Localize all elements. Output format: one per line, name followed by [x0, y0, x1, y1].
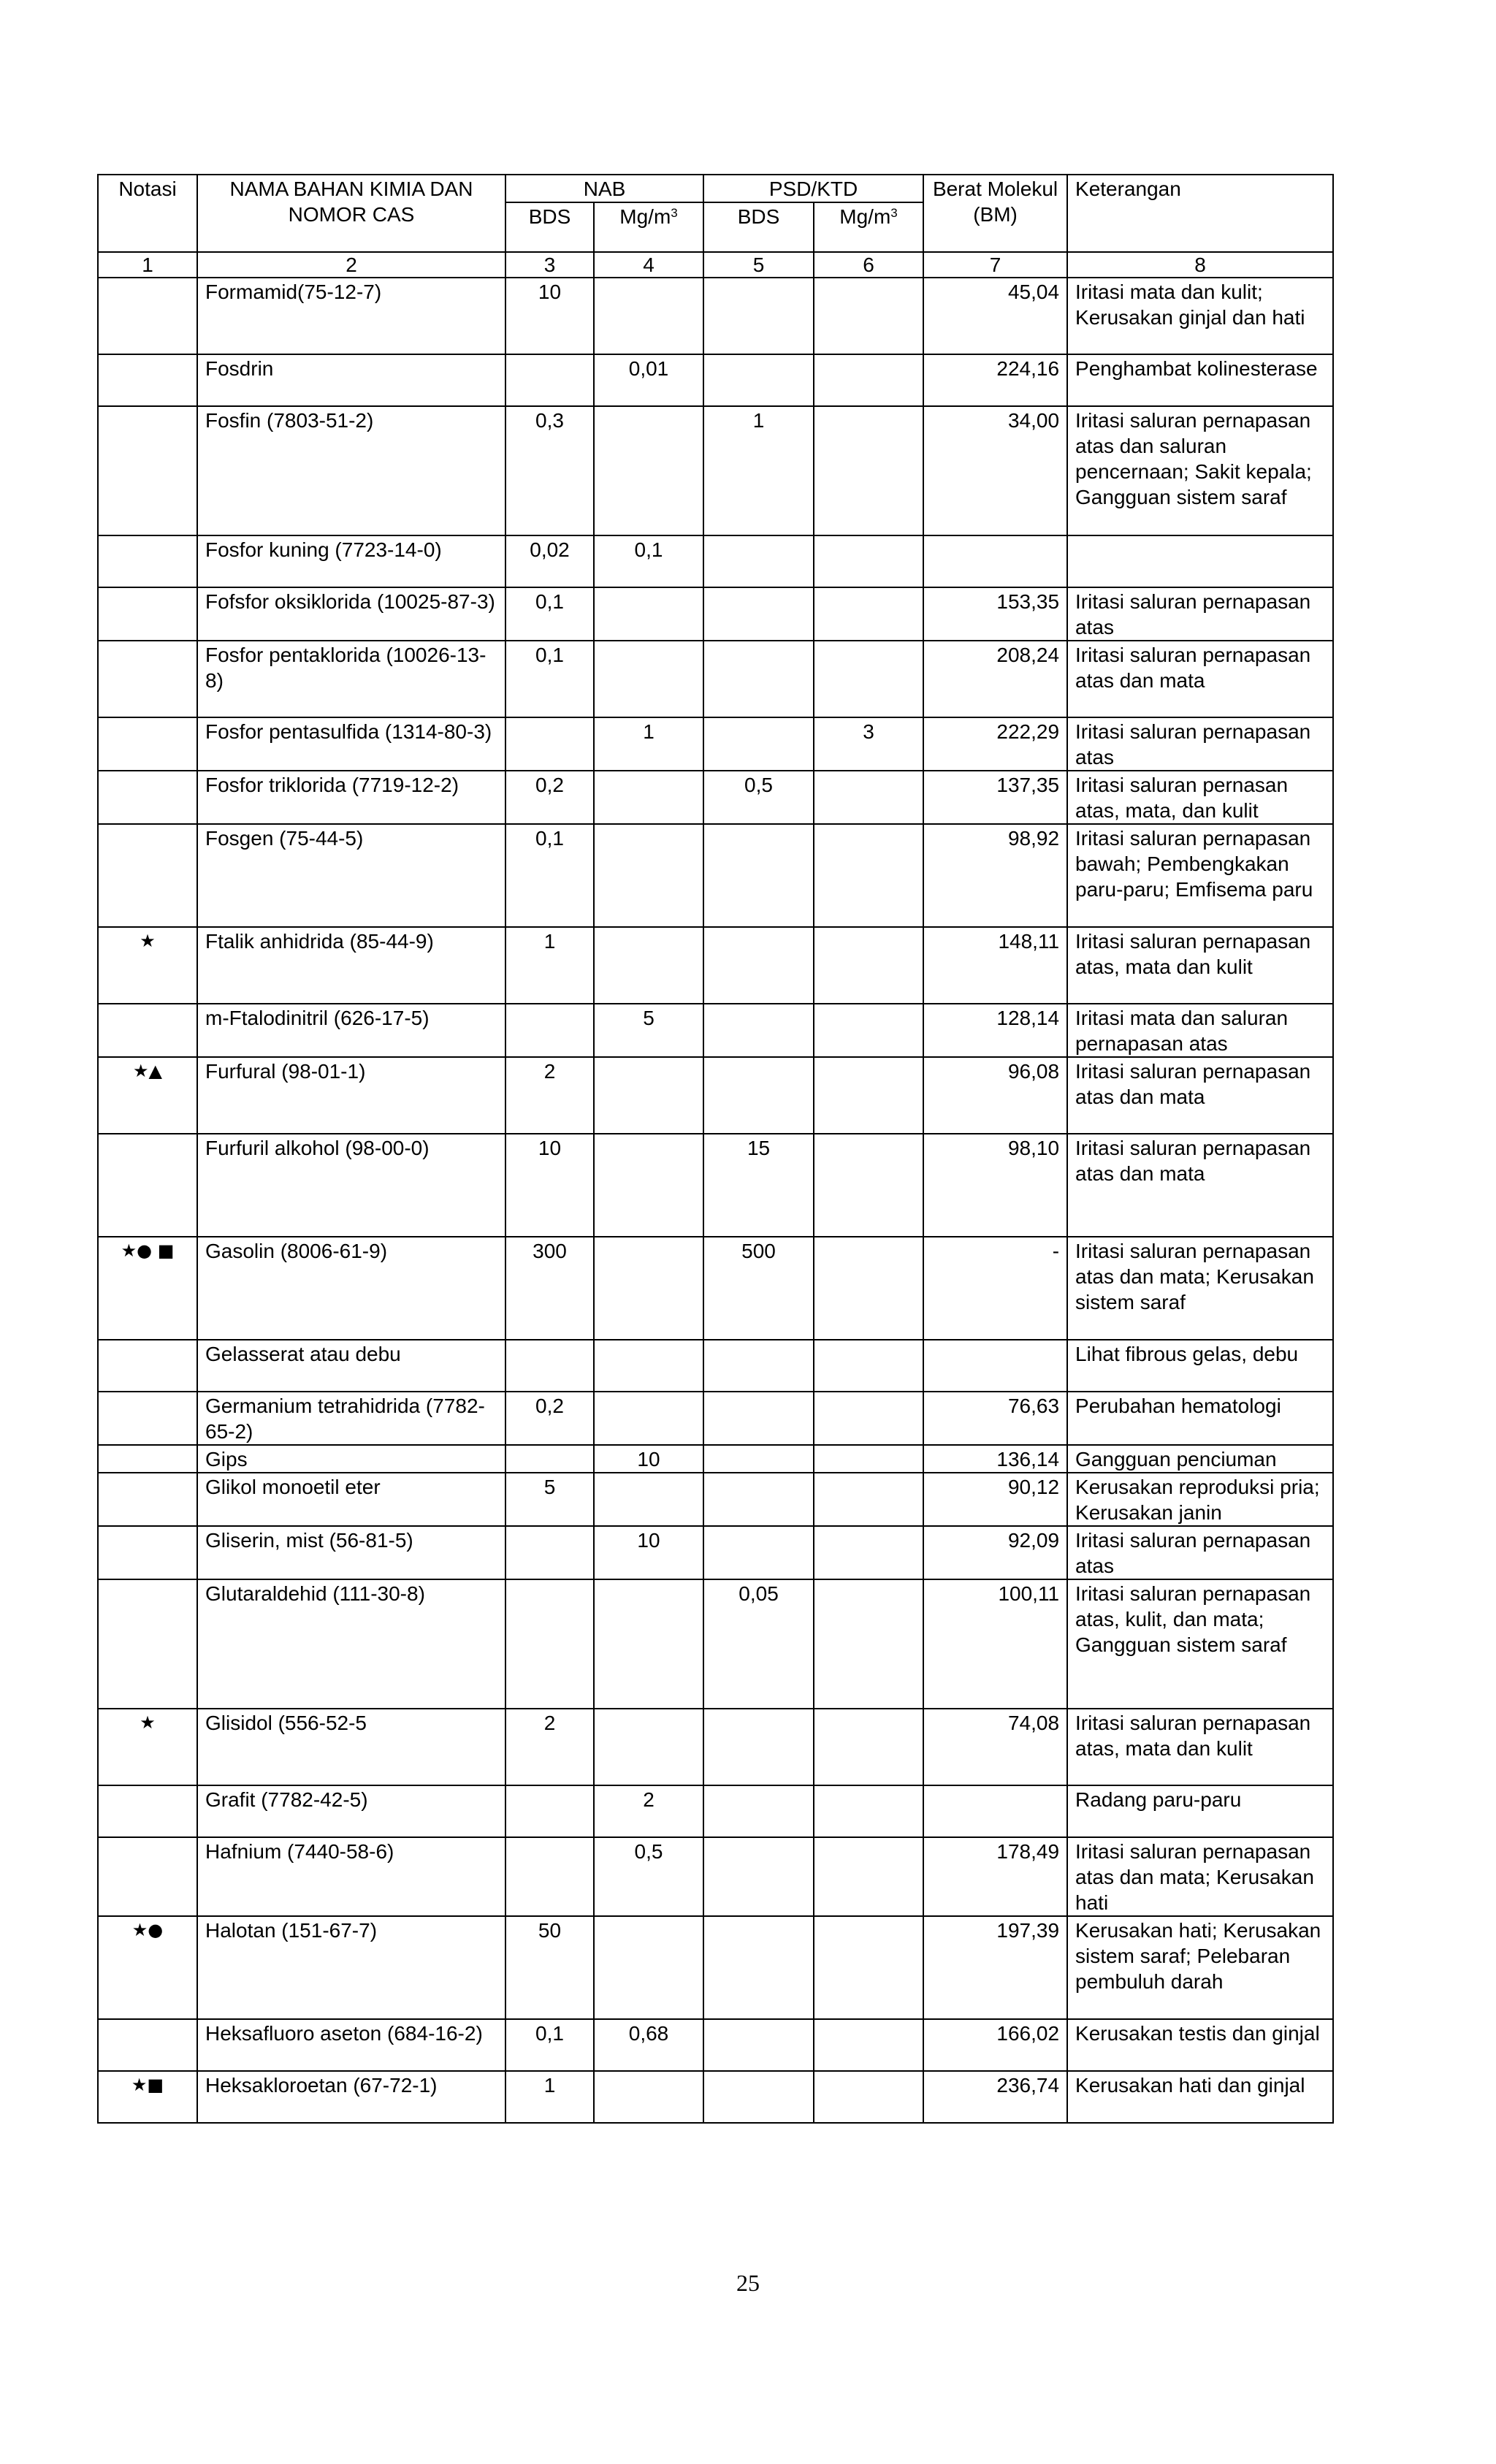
cell-berat-molekul: 148,11: [923, 927, 1067, 1004]
cell-psd-bds: [703, 927, 814, 1004]
cell-nama-bahan: Grafit (7782-42-5): [197, 1785, 505, 1837]
cell-psd-bds: [703, 1445, 814, 1473]
unit-mgm: Mg/m: [619, 205, 671, 228]
table-row: [98, 1837, 1333, 1916]
cell-nab-bds: 0,1: [505, 824, 594, 927]
cell-nama-bahan: Gips: [197, 1445, 505, 1473]
cell-psd-bds: [703, 2019, 814, 2071]
cell-psd-mgm: [814, 1057, 923, 1134]
table-row: [98, 1916, 1333, 2019]
cell-berat-molekul: 166,02: [923, 2019, 1067, 2071]
table-row: [98, 1134, 1333, 1237]
cell-psd-bds: [703, 1709, 814, 1785]
cell-nab-bds: [505, 1340, 594, 1392]
cell-berat-molekul: 98,10: [923, 1134, 1067, 1237]
cell-psd-bds: [703, 1916, 814, 2019]
cell-psd-mgm: [814, 1526, 923, 1579]
table-row: [98, 2019, 1333, 2071]
cell-nab-bds: 5: [505, 1473, 594, 1526]
cell-keterangan: Iritasi mata dan kulit; Kerusakan ginjal dan hati: [1067, 278, 1333, 354]
column-number: 6: [814, 252, 923, 278]
cell-psd-bds: [703, 717, 814, 771]
cell-berat-molekul: 136,14: [923, 1445, 1067, 1473]
cell-nab-bds: [505, 1445, 594, 1473]
cell-notasi: [98, 278, 197, 354]
cell-psd-mgm: [814, 1785, 923, 1837]
cell-berat-molekul: 153,35: [923, 587, 1067, 641]
cell-berat-molekul: 128,14: [923, 1004, 1067, 1057]
cell-nama-bahan: Glisidol (556-52-5: [197, 1709, 505, 1785]
cell-nab-bds: 1: [505, 2071, 594, 2123]
table-row: [98, 1526, 1333, 1579]
cell-nab-mgm: [594, 587, 703, 641]
cell-psd-mgm: [814, 2071, 923, 2123]
cell-nab-bds: [505, 1579, 594, 1709]
cell-berat-molekul: [923, 1340, 1067, 1392]
column-number: 7: [923, 252, 1067, 278]
cell-psd-bds: [703, 1473, 814, 1526]
cell-keterangan: Iritasi saluran pernapasan bawah; Pembengkakan paru-paru; Emfisema paru: [1067, 824, 1333, 927]
table-row: [98, 1785, 1333, 1837]
cell-nama-bahan: Hafnium (7440-58-6): [197, 1837, 505, 1916]
cell-nab-mgm: [594, 1473, 703, 1526]
cell-keterangan: Lihat fibrous gelas, debu: [1067, 1340, 1333, 1392]
cell-nab-mgm: [594, 1392, 703, 1445]
table-row: [98, 824, 1333, 927]
cell-nama-bahan: Fosdrin: [197, 354, 505, 406]
cell-psd-mgm: [814, 2019, 923, 2071]
cell-keterangan: Kerusakan reproduksi pria; Kerusakan janin: [1067, 1473, 1333, 1526]
cell-psd-mgm: [814, 1473, 923, 1526]
cell-psd-mgm: [814, 1340, 923, 1392]
table-row: [98, 587, 1333, 641]
cell-keterangan: Penghambat kolinesterase: [1067, 354, 1333, 406]
cell-berat-molekul: 90,12: [923, 1473, 1067, 1526]
cell-notasi: [98, 2019, 197, 2071]
table-row: [98, 1709, 1333, 1785]
cell-berat-molekul: [923, 535, 1067, 587]
table-row: [98, 2071, 1333, 2123]
cell-psd-mgm: [814, 1916, 923, 2019]
table-row: [98, 717, 1333, 771]
cell-psd-mgm: [814, 824, 923, 927]
cell-notasi: ★: [98, 927, 197, 1004]
cell-keterangan: Iritasi saluran pernapasan atas, mata dan kulit: [1067, 1709, 1333, 1785]
cell-berat-molekul: 197,39: [923, 1916, 1067, 2019]
cell-nab-bds: 2: [505, 1057, 594, 1134]
header-nab: NAB: [505, 175, 703, 202]
cell-notasi: ★●: [98, 1916, 197, 2019]
cell-nab-bds: 50: [505, 1916, 594, 2019]
cell-notasi: [98, 354, 197, 406]
cell-notasi: [98, 771, 197, 824]
cell-psd-mgm: [814, 354, 923, 406]
column-number: 4: [594, 252, 703, 278]
cell-psd-mgm: [814, 771, 923, 824]
cell-nab-mgm: [594, 406, 703, 535]
cell-psd-bds: [703, 1526, 814, 1579]
cell-berat-molekul: 137,35: [923, 771, 1067, 824]
cell-keterangan: Iritasi saluran pernapasan atas dan mata: [1067, 1134, 1333, 1237]
header-keterangan: Keterangan: [1067, 175, 1333, 252]
cell-nab-mgm: 0,01: [594, 354, 703, 406]
cell-psd-mgm: [814, 587, 923, 641]
table-header: [98, 175, 1333, 278]
cell-nab-mgm: [594, 2071, 703, 2123]
cell-psd-mgm: [814, 1579, 923, 1709]
cell-notasi: [98, 1004, 197, 1057]
cell-nama-bahan: Heksakloroetan (67-72-1): [197, 2071, 505, 2123]
cell-nab-bds: 10: [505, 278, 594, 354]
header-nab-mgm: [594, 202, 703, 252]
cell-nab-mgm: 0,5: [594, 1837, 703, 1916]
cell-nab-mgm: [594, 1340, 703, 1392]
cell-nab-mgm: [594, 1916, 703, 2019]
header-notasi: Notasi: [98, 175, 197, 252]
cell-nama-bahan: Germanium tetrahidrida (7782-65-2): [197, 1392, 505, 1445]
cell-keterangan: Kerusakan testis dan ginjal: [1067, 2019, 1333, 2071]
cell-nab-mgm: [594, 1057, 703, 1134]
cell-berat-molekul: 98,92: [923, 824, 1067, 927]
cell-berat-molekul: 236,74: [923, 2071, 1067, 2123]
cell-keterangan: Iritasi mata dan saluran pernapasan atas: [1067, 1004, 1333, 1057]
cell-nab-bds: [505, 1526, 594, 1579]
cell-nab-mgm: [594, 1134, 703, 1237]
cell-psd-bds: [703, 587, 814, 641]
table-row: [98, 641, 1333, 717]
cell-keterangan: Iritasi saluran pernapasan atas dan mata: [1067, 1057, 1333, 1134]
cell-keterangan: [1067, 535, 1333, 587]
cell-nab-mgm: [594, 278, 703, 354]
cell-nama-bahan: Furfural (98-01-1): [197, 1057, 505, 1134]
table-row: [98, 535, 1333, 587]
table-row: [98, 1473, 1333, 1526]
cell-notasi: [98, 1785, 197, 1837]
cell-nama-bahan: Gasolin (8006-61-9): [197, 1237, 505, 1340]
cell-psd-bds: 0,5: [703, 771, 814, 824]
table-row: [98, 1004, 1333, 1057]
cell-psd-bds: 500: [703, 1237, 814, 1340]
table-row: [98, 1340, 1333, 1392]
table-row: [98, 1237, 1333, 1340]
cell-nab-mgm: 0,1: [594, 535, 703, 587]
cell-berat-molekul: 76,63: [923, 1392, 1067, 1445]
cell-keterangan: Kerusakan hati dan ginjal: [1067, 2071, 1333, 2123]
cell-notasi: [98, 824, 197, 927]
cell-berat-molekul: 92,09: [923, 1526, 1067, 1579]
cell-psd-mgm: [814, 1392, 923, 1445]
header-berat-molekul: Berat Molekul (BM): [923, 175, 1067, 252]
cell-notasi: [98, 641, 197, 717]
cell-notasi: [98, 1579, 197, 1709]
cell-berat-molekul: 96,08: [923, 1057, 1067, 1134]
cell-psd-mgm: [814, 1134, 923, 1237]
cell-nab-bds: [505, 1785, 594, 1837]
cell-psd-bds: 0,05: [703, 1579, 814, 1709]
cell-nab-mgm: 2: [594, 1785, 703, 1837]
column-number-row: [98, 252, 1333, 278]
cell-notasi: [98, 1392, 197, 1445]
cell-nab-mgm: 10: [594, 1445, 703, 1473]
cell-nab-mgm: [594, 771, 703, 824]
cell-nama-bahan: Fosfor kuning (7723-14-0): [197, 535, 505, 587]
cell-nab-bds: 0,3: [505, 406, 594, 535]
cell-notasi: ★■: [98, 2071, 197, 2123]
cell-keterangan: Kerusakan hati; Kerusakan sistem saraf; Pelebaran pembuluh darah: [1067, 1916, 1333, 2019]
cell-notasi: [98, 1340, 197, 1392]
cell-nama-bahan: Fosfor triklorida (7719-12-2): [197, 771, 505, 824]
table-row: [98, 1445, 1333, 1473]
cell-keterangan: Gangguan penciuman: [1067, 1445, 1333, 1473]
header-nab-bds: BDS: [505, 202, 594, 252]
cell-nab-bds: 0,1: [505, 641, 594, 717]
cell-keterangan: Radang paru-paru: [1067, 1785, 1333, 1837]
cell-notasi: [98, 1134, 197, 1237]
cell-keterangan: Iritasi saluran pernapasan atas: [1067, 717, 1333, 771]
cell-nab-bds: 0,02: [505, 535, 594, 587]
cell-nab-bds: 0,1: [505, 2019, 594, 2071]
cell-berat-molekul: -: [923, 1237, 1067, 1340]
cell-berat-molekul: 74,08: [923, 1709, 1067, 1785]
cell-notasi: [98, 1445, 197, 1473]
cell-keterangan: Iritasi saluran pernapasan atas dan mata; Kerusakan sistem saraf: [1067, 1237, 1333, 1340]
unit-exponent: 3: [890, 206, 898, 220]
column-number: 8: [1067, 252, 1333, 278]
cell-nab-mgm: [594, 1709, 703, 1785]
table-row: [98, 406, 1333, 535]
column-number: 5: [703, 252, 814, 278]
cell-nama-bahan: Halotan (151-67-7): [197, 1916, 505, 2019]
cell-keterangan: Perubahan hematologi: [1067, 1392, 1333, 1445]
cell-notasi: ★: [98, 1709, 197, 1785]
header-psd-ktd: PSD/KTD: [703, 175, 923, 202]
cell-nab-mgm: 10: [594, 1526, 703, 1579]
cell-nab-bds: [505, 354, 594, 406]
cell-berat-molekul: 224,16: [923, 354, 1067, 406]
table-body: [98, 278, 1333, 2123]
cell-nab-bds: 0,2: [505, 1392, 594, 1445]
cell-psd-mgm: [814, 1709, 923, 1785]
cell-psd-mgm: 3: [814, 717, 923, 771]
cell-nama-bahan: Ftalik anhidrida (85-44-9): [197, 927, 505, 1004]
cell-psd-bds: [703, 1057, 814, 1134]
cell-berat-molekul: 208,24: [923, 641, 1067, 717]
cell-notasi: [98, 717, 197, 771]
table-row: [98, 771, 1333, 824]
cell-psd-bds: [703, 278, 814, 354]
table-row: [98, 1392, 1333, 1445]
cell-notasi: [98, 1473, 197, 1526]
cell-psd-mgm: [814, 1837, 923, 1916]
cell-keterangan: Iritasi saluran pernasan atas, mata, dan kulit: [1067, 771, 1333, 824]
cell-nama-bahan: Gliserin, mist (56-81-5): [197, 1526, 505, 1579]
cell-nama-bahan: Heksafluoro aseton (684-16-2): [197, 2019, 505, 2071]
cell-nama-bahan: Gelasserat atau debu: [197, 1340, 505, 1392]
cell-nab-mgm: 5: [594, 1004, 703, 1057]
table-row: [98, 1579, 1333, 1709]
cell-psd-bds: [703, 1785, 814, 1837]
chemical-exposure-table: [97, 174, 1334, 2124]
column-number: 2: [197, 252, 505, 278]
cell-nab-mgm: [594, 1579, 703, 1709]
table-row: [98, 1057, 1333, 1134]
cell-notasi: ★● ■: [98, 1237, 197, 1340]
cell-notasi: [98, 1526, 197, 1579]
cell-nab-bds: 1: [505, 927, 594, 1004]
table-row: [98, 278, 1333, 354]
cell-berat-molekul: 34,00: [923, 406, 1067, 535]
column-number: 3: [505, 252, 594, 278]
cell-nab-bds: 300: [505, 1237, 594, 1340]
cell-psd-bds: [703, 2071, 814, 2123]
table-row: [98, 354, 1333, 406]
cell-psd-bds: [703, 1392, 814, 1445]
cell-psd-mgm: [814, 535, 923, 587]
header-psd-bds: BDS: [703, 202, 814, 252]
cell-nama-bahan: Fosfin (7803-51-2): [197, 406, 505, 535]
cell-notasi: [98, 535, 197, 587]
cell-nab-bds: [505, 1004, 594, 1057]
cell-nama-bahan: Fosfor pentasulfida (1314-80-3): [197, 717, 505, 771]
cell-psd-mgm: [814, 641, 923, 717]
cell-notasi: ★▲: [98, 1057, 197, 1134]
unit-mgm: Mg/m: [839, 205, 891, 228]
cell-berat-molekul: [923, 1785, 1067, 1837]
cell-psd-bds: 1: [703, 406, 814, 535]
cell-psd-bds: [703, 641, 814, 717]
cell-nama-bahan: Formamid(75-12-7): [197, 278, 505, 354]
cell-nab-bds: 2: [505, 1709, 594, 1785]
cell-nama-bahan: Furfuril alkohol (98-00-0): [197, 1134, 505, 1237]
cell-psd-mgm: [814, 1237, 923, 1340]
cell-psd-bds: [703, 1340, 814, 1392]
cell-berat-molekul: 45,04: [923, 278, 1067, 354]
cell-psd-bds: [703, 1004, 814, 1057]
cell-nab-mgm: [594, 641, 703, 717]
cell-berat-molekul: 222,29: [923, 717, 1067, 771]
cell-nama-bahan: Glutaraldehid (111-30-8): [197, 1579, 505, 1709]
cell-psd-bds: [703, 354, 814, 406]
cell-psd-bds: [703, 1837, 814, 1916]
cell-notasi: [98, 1837, 197, 1916]
cell-nab-mgm: [594, 1237, 703, 1340]
cell-nama-bahan: Glikol monoetil eter: [197, 1473, 505, 1526]
cell-notasi: [98, 587, 197, 641]
cell-notasi: [98, 406, 197, 535]
cell-nama-bahan: Fosgen (75-44-5): [197, 824, 505, 927]
unit-exponent: 3: [671, 206, 678, 220]
cell-psd-mgm: [814, 406, 923, 535]
header-psd-mgm: [814, 202, 923, 252]
cell-nab-bds: [505, 1837, 594, 1916]
column-number: 1: [98, 252, 197, 278]
header-nama-bahan: NAMA BAHAN KIMIA DAN NOMOR CAS: [197, 175, 505, 252]
cell-keterangan: Iritasi saluran pernapasan atas, kulit, dan mata; Gangguan sistem saraf: [1067, 1579, 1333, 1709]
cell-berat-molekul: 100,11: [923, 1579, 1067, 1709]
cell-berat-molekul: 178,49: [923, 1837, 1067, 1916]
cell-nama-bahan: Fofsfor oksiklorida (10025-87-3): [197, 587, 505, 641]
cell-nab-bds: [505, 717, 594, 771]
page-number: 25: [736, 2270, 760, 2296]
cell-nab-mgm: [594, 927, 703, 1004]
cell-psd-mgm: [814, 1004, 923, 1057]
cell-nama-bahan: Fosfor pentaklorida (10026-13-8): [197, 641, 505, 717]
cell-keterangan: Iritasi saluran pernapasan atas dan mata: [1067, 641, 1333, 717]
cell-nab-bds: 0,1: [505, 587, 594, 641]
cell-keterangan: Iritasi saluran pernapasan atas dan mata; Kerusakan hati: [1067, 1837, 1333, 1916]
cell-nab-bds: 10: [505, 1134, 594, 1237]
cell-keterangan: Iritasi saluran pernapasan atas: [1067, 587, 1333, 641]
cell-psd-mgm: [814, 927, 923, 1004]
cell-keterangan: Iritasi saluran pernapasan atas dan saluran pencernaan; Sakit kepala; Gangguan sistem saraf: [1067, 406, 1333, 535]
cell-psd-bds: 15: [703, 1134, 814, 1237]
cell-keterangan: Iritasi saluran pernapasan atas, mata dan kulit: [1067, 927, 1333, 1004]
cell-psd-mgm: [814, 1445, 923, 1473]
cell-keterangan: Iritasi saluran pernapasan atas: [1067, 1526, 1333, 1579]
cell-nama-bahan: m-Ftalodinitril (626-17-5): [197, 1004, 505, 1057]
cell-nab-mgm: [594, 824, 703, 927]
cell-psd-mgm: [814, 278, 923, 354]
table-row: [98, 927, 1333, 1004]
cell-nab-mgm: 1: [594, 717, 703, 771]
cell-nab-mgm: 0,68: [594, 2019, 703, 2071]
cell-nab-bds: 0,2: [505, 771, 594, 824]
cell-psd-bds: [703, 535, 814, 587]
cell-psd-bds: [703, 824, 814, 927]
